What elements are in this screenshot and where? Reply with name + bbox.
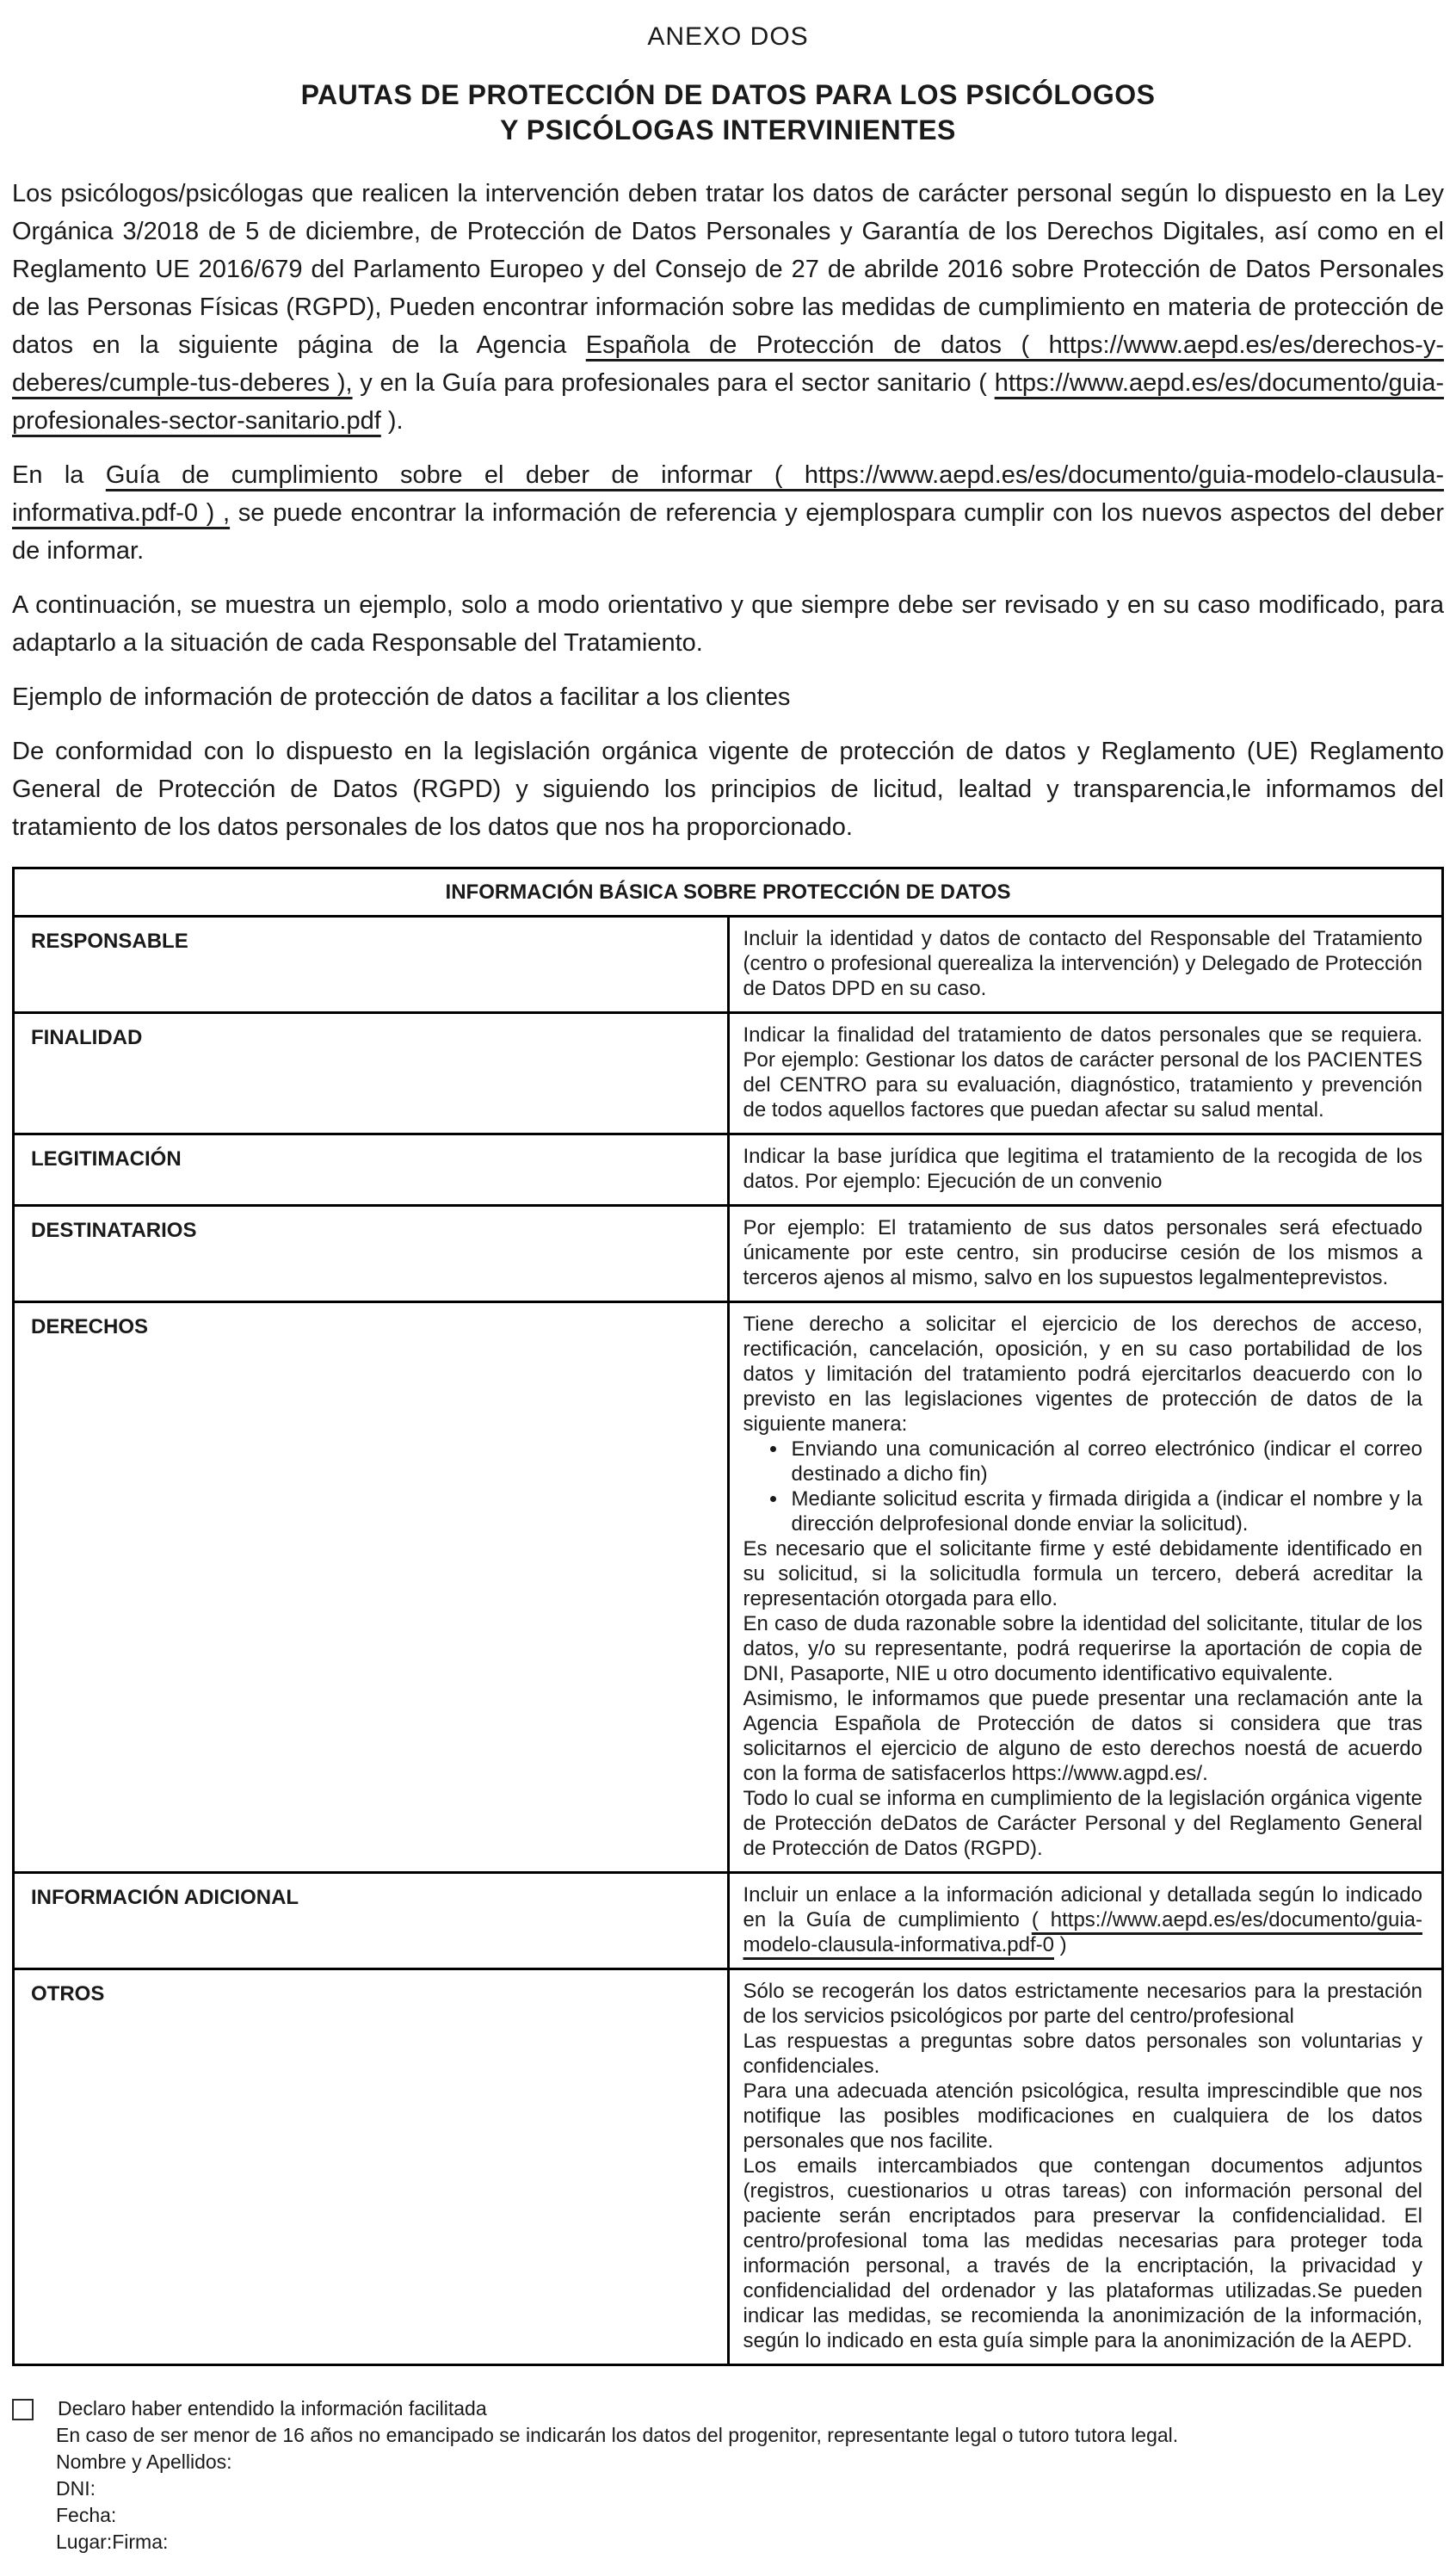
otros-datos-necesarios: Sólo se recogerán los datos estrictamente necesarios para la prestación de los servicios psicológicos por parte del centro/profesional [743, 1980, 1422, 2028]
table-row-destinatarios [14, 1206, 1443, 1302]
date-label: Fecha: [56, 2504, 117, 2526]
otros-notificar-modificaciones: Para una adecuada atención psicológica, resulta imprescindible que nos notifique las posibles modificaciones en cualquiera de los datos personales que nos facilite. [743, 2080, 1422, 2153]
derechos-bullet-solicitud: • Mediante solicitud escrita y firmada dirigida a (indicar el nombre y la dirección delprofesional donde enviar la solicitud). [788, 1486, 1423, 1536]
link-guia-modelo-clausula[interactable]: ( https://www.aepd.es/es/documento/guia-modelo-clausula-informativa.pdf-0 [743, 1908, 1423, 1956]
derechos-bullet-email: • Enviando una comunicación al correo electrónico (indicar el correo destinado a dicho fin) [788, 1437, 1423, 1486]
row-content-legitimacion: Indicar la base jurídica que legitima el tratamiento de la recogida de los datos. Por ejemplo: Ejecución de un convenio [728, 1134, 1443, 1206]
name-label: Nombre y Apellidos: [56, 2450, 232, 2473]
declaration-section [12, 2395, 1444, 2556]
paragraph-intro-text-3: ). [380, 407, 404, 435]
minor-note: En caso de ser menor de 16 años no emancipado se indicarán los datos del progenitor, representante legal o tutoro tutora legal. [56, 2424, 1179, 2446]
declaration-label: Declaro haber entendido la información facilitada [58, 2397, 487, 2420]
declaration-row [12, 2395, 1444, 2422]
heading-line-2: Y PSICÓLOGAS INTERVINIENTES [500, 114, 956, 145]
info-table [12, 867, 1444, 2366]
place-signature-label: Lugar:Firma: [56, 2531, 169, 2553]
row-label-finalidad: FINALIDAD [14, 1013, 729, 1134]
paragraph-ejemplo-orientativo: A continuación, se muestra un ejemplo, solo a modo orientativo y que siempre debe ser revisado y en su caso modificado, para adaptarlo a la situación de cada Responsable del Tratamiento. [12, 591, 1444, 657]
paragraph-guia-cumplimiento [12, 456, 1444, 570]
table-row-finalidad [14, 1013, 1443, 1134]
derechos-firma: Es necesario que el solicitante firme y esté debidamente identificado en su solicitud, si la solicitudla formula un tercero, deberá acreditar la representación otorgada para ello. [743, 1537, 1422, 1610]
derechos-duda-razonable: En caso de duda razonable sobre la identidad del solicitante, titular de los datos, y/o su representante, podrá requerirse la aportación de copia de DNI, Pasaporte, NIE u otro documento identificativo equivalente. [743, 1612, 1422, 1685]
link-guia-sector-sanitario[interactable]: https://www.aepd.es/es/documento/guia-profesionales-sector-sanitario.pdf [12, 369, 1444, 435]
paragraph-intro-text: Los psicólogos/psicólogas que realicen la intervención deben tratar los datos de carácter personal según lo dispuesto en la Ley Orgánica 3/2018 de 5 de diciembre, de Protección de Datos Personales y Garantía de los Derechos Digitales, así como en el Reglamento UE 2016/679 del Parlamento Europeo y del Consejo de 27 de abrilde 2016 sobre Protección de Datos Personales de las Personas Físicas (RGPD), Pueden encontrar información sobre las medidas de cumplimiento en materia de protección de datos en la siguiente página de la Agencia [12, 180, 1444, 359]
heading-line-1: PAUTAS DE PROTECCIÓN DE DATOS PARA LOS PSICÓLOGOS [300, 79, 1156, 110]
informacion-adicional-text: Incluir un enlace a la información adicional y detallada según lo indicado en la Guía de cumplimiento [743, 1883, 1422, 1931]
row-label-otros: OTROS [14, 1969, 729, 2365]
row-content-informacion-adicional [728, 1873, 1443, 1969]
paragraph-intro-text-2: y en la Guía para profesionales para el sector sanitario ( [352, 369, 995, 397]
derechos-intro: Tiene derecho a solicitar el ejercicio de los derechos de acceso, rectificación, cancelación, oposición, y en su caso portabilidad de los datos y limitación del tratamiento podrá ejercitarlos deacuerdo con lo previsto en las legislaciones vigentes de protección de datos de la siguiente manera: [743, 1313, 1422, 1436]
row-content-responsable: Incluir la identidad y datos de contacto del Responsable del Tratamiento (centro o profesional querealiza la intervención) y Delegado de Protección de Datos DPD en su caso. [728, 917, 1443, 1013]
row-content-destinatarios: Por ejemplo: El tratamiento de sus datos personales será efectuado únicamente por este centro, sin producirse cesión de los mismos a terceros ajenos al mismo, salvo en los supuestos legalmenteprevistos. [728, 1206, 1443, 1302]
row-label-derechos: DERECHOS [14, 1302, 729, 1873]
document-heading [12, 77, 1444, 148]
paragraph-guia-text-2: se puede encontrar la información de referencia y ejemplospara cumplir con los nuevos aspectos del deber de informar. [12, 499, 1444, 565]
otros-respuestas-voluntarias: Las respuestas a preguntas sobre datos personales son voluntarias y confidenciales. [743, 2030, 1422, 2078]
annex-title: ANEXO DOS [647, 22, 809, 51]
table-row-legitimacion [14, 1134, 1443, 1206]
row-label-informacion-adicional: INFORMACIÓN ADICIONAL [14, 1873, 729, 1969]
table-header-row [14, 868, 1443, 917]
row-label-legitimacion: LEGITIMACIÓN [14, 1134, 729, 1206]
paragraph-intro [12, 175, 1444, 440]
dni-label: DNI: [56, 2477, 96, 2500]
derechos-cumplimiento: Todo lo cual se informa en cumplimiento de la legislación orgánica vigente de Protección deDatos de Carácter Personal y del Reglamento General de Protección de Datos (RGPD). [743, 1787, 1422, 1860]
paragraph-ejemplo-clientes: Ejemplo de información de protección de datos a facilitar a los clientes [12, 683, 791, 711]
row-content-otros [728, 1969, 1443, 2365]
informacion-adicional-text-2: ) [1054, 1933, 1067, 1956]
derechos-bullet-list [743, 1437, 1423, 1536]
otros-emails-encriptados: Los emails intercambiados que contengan documentos adjuntos (registros, cuestionarios u otras tareas) con información personal del paciente serán encriptados para preservar la confidencialidad. El centro/profesional toma las medidas necesarias para proteger toda información personal, a través de la encriptación, la privacidad y confidencialidad del ordenador y las plataformas utilizadas.Se pueden indicar las medidas, se recomienda la anonimización de la información, según lo indicado en esta guía simple para la anonimización de la AEPD. [743, 2154, 1422, 2352]
derechos-reclamacion: Asimismo, le informamos que puede presentar una reclamación ante la Agencia Española de Protección de datos si considera que tras solicitarnos el ejercicio de alguno de esto derechos noestá de acuerdo con la forma de satisfacerlos https://www.agpd.es/. [743, 1687, 1422, 1785]
table-row-informacion-adicional [14, 1873, 1443, 1969]
paragraph-guia-text: En la [12, 461, 106, 489]
link-agencia-espanola[interactable]: Española de Protección de datos ( https://www.aepd.es/es/derechos-y-deberes/cumple-tus-deberes ), [12, 331, 1444, 397]
table-header-cell: INFORMACIÓN BÁSICA SOBRE PROTECCIÓN DE DATOS [14, 868, 1443, 917]
table-row-responsable [14, 917, 1443, 1013]
table-row-otros [14, 1969, 1443, 2365]
declaration-checkbox[interactable] [12, 2399, 34, 2420]
row-label-responsable: RESPONSABLE [14, 917, 729, 1013]
row-label-destinatarios: DESTINATARIOS [14, 1206, 729, 1302]
row-content-finalidad: Indicar la finalidad del tratamiento de datos personales que se requiera. Por ejemplo: Gestionar los datos de carácter personal de los PACIENTES del CENTRO para su evaluación, diagnóstico, tratamiento y prevención de todos aquellos factores que puedan afectar su salud mental. [728, 1013, 1443, 1134]
paragraph-conformidad: De conformidad con lo dispuesto en la legislación orgánica vigente de protección de datos y Reglamento (UE) Reglamento General de Protección de Datos (RGPD) y siguiendo los principios de licitud, lealtad y transparencia,le informamos del tratamiento de los datos personales de los datos que nos ha proporcionado. [12, 738, 1444, 841]
link-guia-cumplimiento[interactable]: Guía de cumplimiento sobre el deber de informar ( https://www.aepd.es/es/documento/guia-modelo-clausula-informativa.pdf-0 ) , [12, 461, 1444, 527]
table-row-derechos [14, 1302, 1443, 1873]
row-content-derechos [728, 1302, 1443, 1873]
